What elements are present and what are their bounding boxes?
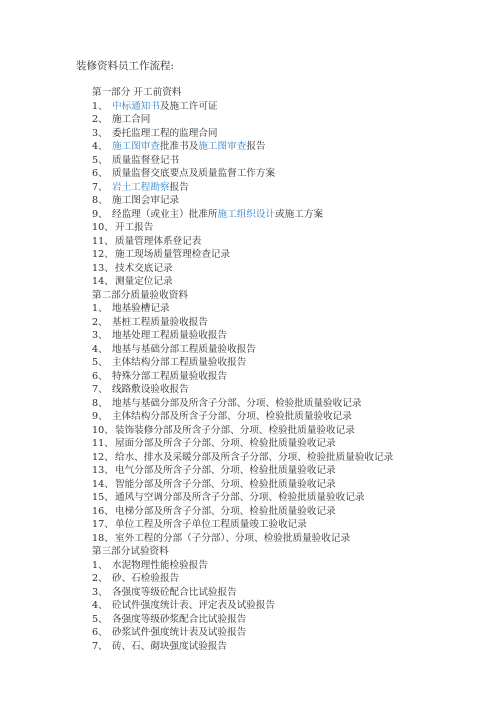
list-item-text-segment: 水泥物理性能检验报告 — [112, 559, 208, 571]
list-item-text — [115, 491, 364, 505]
list-item-text-segment: 报告 — [246, 141, 266, 152]
list-item-number: 11、 — [92, 235, 114, 247]
list-item-number: 12、 — [92, 249, 114, 260]
list-item-text-segment: 施工现场质量管理检查记录 — [115, 249, 231, 260]
list-item-text-segment: 屋面分部及所含子分部、分项、检验批质量验收记录 — [115, 438, 336, 449]
list-item-text-segment: 质量监督登记书 — [112, 154, 180, 166]
list-item-number: 5、 — [92, 154, 108, 166]
glossary-link[interactable]: 施工图审查 — [198, 141, 247, 152]
list-item-text-segment: 电梯分部及所含子分部、分项、检验批质量验收记录 — [115, 505, 336, 517]
list-item-text-segment: 主体结构分部工程质量验收报告 — [112, 357, 247, 368]
list-item-text-segment: 砖、石、砌块强度试验报告 — [112, 640, 228, 652]
document-title: 装修资料员工作流程: — [76, 60, 175, 72]
list-item-number: 10、 — [92, 222, 114, 233]
list-item — [92, 532, 492, 546]
list-item-number: 2、 — [92, 316, 108, 328]
list-item-text — [112, 329, 227, 343]
list-item-text — [112, 140, 266, 154]
list-item-number: 6、 — [92, 370, 108, 382]
glossary-link[interactable]: 中标通知书 — [112, 100, 160, 112]
list-item — [92, 383, 492, 397]
list-item-text — [115, 221, 153, 235]
list-item — [92, 316, 492, 330]
list-item-text — [112, 370, 227, 384]
list-item-number: 1、 — [92, 303, 108, 314]
list-item-text — [115, 532, 350, 546]
list-item-text-segment: 给水、排水及采暖分部及所含子分部、分项、检验批质量验收记录 — [115, 451, 394, 463]
list-item-text — [112, 154, 179, 168]
list-item-text — [115, 275, 173, 289]
list-item — [92, 235, 492, 249]
list-item — [92, 478, 492, 492]
list-item-number: 13、 — [92, 465, 114, 476]
list-item-text-segment: 地基与基础分部及所含子分部、分项、检验批质量验收记录 — [112, 397, 362, 409]
list-item-text — [112, 599, 275, 613]
list-item-text — [112, 640, 227, 654]
list-item-number: 15、 — [92, 492, 114, 503]
list-item-number: 17、 — [92, 519, 114, 530]
glossary-link[interactable]: 施工图审查 — [112, 141, 160, 152]
list-item-text-segment: 特殊分部工程质量验收报告 — [112, 370, 228, 382]
list-item-text — [112, 397, 361, 411]
list-item-number: 13、 — [92, 262, 114, 274]
list-item-text — [112, 302, 170, 316]
list-item-number: 6、 — [92, 627, 108, 638]
list-item-number: 1、 — [92, 559, 108, 571]
list-item-text-segment: 主体结构分部及所含子分部、分项、检验批质量验收记录 — [112, 411, 352, 422]
list-item-number: 1、 — [92, 100, 108, 112]
list-item-number: 4、 — [92, 141, 108, 152]
list-item — [92, 181, 492, 195]
list-item-text — [112, 100, 218, 114]
list-item-number: 18、 — [92, 532, 114, 544]
glossary-link[interactable]: 岩土工程勘察 — [112, 181, 170, 193]
list-item-text-segment: 测量定位记录 — [115, 276, 173, 287]
list-item-text-segment: 及施工许可证 — [159, 100, 218, 112]
list-item-text — [115, 464, 336, 478]
list-item-text-segment: 各强度等级砼配合比试验报告 — [112, 586, 237, 598]
list-item — [92, 100, 492, 114]
list-item — [92, 613, 492, 627]
list-item — [92, 343, 492, 357]
list-item-text-segment: 施工图会审记录 — [112, 195, 180, 206]
list-item-text-segment: 批准书及 — [159, 141, 199, 152]
list-item-text — [112, 572, 179, 586]
list-item-text-segment: 各强度等级砂浆配合比试验报告 — [112, 613, 247, 625]
list-item-text — [115, 437, 336, 451]
list-item-text-segment: 通风与空调分部及所含子分部、分项、检验批质量验收记录 — [115, 492, 365, 503]
list-item-text-segment: 室外工程的分部（子分部）、分项、检验批质量验收记录 — [115, 532, 351, 544]
list-item-text — [112, 410, 352, 424]
list-item-text — [112, 127, 218, 141]
list-item — [92, 275, 492, 289]
list-item-text — [112, 383, 189, 397]
list-item-number: 3、 — [92, 330, 108, 341]
list-item-number: 4、 — [92, 343, 108, 355]
list-item — [92, 370, 492, 384]
list-item-text — [115, 235, 201, 249]
list-item-text — [112, 194, 179, 208]
list-item — [92, 424, 492, 438]
section-heading: 第一部分 开工前资料 — [92, 87, 182, 98]
list-item-text — [115, 424, 355, 438]
list-item-text — [112, 586, 237, 600]
list-item — [92, 154, 492, 168]
list-item-text-segment: 或施工方案 — [275, 208, 324, 220]
list-item-text-segment: 电气分部及所含子分部、分项、检验批质量验收记录 — [115, 465, 336, 476]
list-item-number: 5、 — [92, 357, 108, 368]
list-item-text-segment: 基桩工程质量验收报告 — [112, 316, 208, 328]
list-item-text — [115, 518, 307, 532]
list-item — [92, 248, 492, 262]
list-item-text — [115, 505, 336, 519]
list-item-text-segment: 智能分部及所含子分部、分项、检验批质量验收记录 — [115, 478, 336, 490]
document-body — [92, 86, 492, 653]
list-item-number: 14、 — [92, 276, 114, 287]
list-item — [92, 464, 492, 478]
list-item-text — [112, 626, 246, 640]
list-item-text — [112, 356, 246, 370]
list-item — [92, 640, 492, 654]
list-item-number: 7、 — [92, 640, 108, 652]
list-item-text-segment: 施工合同 — [112, 114, 151, 125]
list-item — [92, 491, 492, 505]
list-item-text-segment: 技术交底记录 — [115, 262, 173, 274]
list-item-text-segment: 砂、石检验报告 — [112, 573, 180, 584]
list-item-text-segment: 地基处理工程质量验收报告 — [112, 330, 228, 341]
list-item-text-segment: 地基验槽记录 — [112, 303, 170, 314]
list-item-number: 14、 — [92, 478, 114, 490]
list-item-text-segment: 单位工程及所含子单位工程质量竣工验收记录 — [115, 519, 307, 530]
list-item-number: 7、 — [92, 384, 108, 395]
list-item-text — [115, 248, 230, 262]
list-item-text — [115, 478, 336, 492]
list-item-text-segment: 报告 — [169, 181, 189, 193]
list-item-text — [112, 113, 150, 127]
list-item-number: 2、 — [92, 114, 108, 125]
section-heading: 第二部分质量验收资料 — [92, 289, 188, 301]
list-item-number: 3、 — [92, 586, 108, 598]
list-item-number: 8、 — [92, 195, 108, 206]
list-item-text — [112, 167, 275, 181]
list-item-text — [112, 316, 208, 330]
list-item — [92, 586, 492, 600]
list-item — [92, 208, 492, 222]
list-item — [92, 127, 492, 141]
list-item — [92, 451, 492, 465]
list-item-text-segment: 委托监理工程的监理合同 — [112, 127, 218, 139]
list-item-number: 9、 — [92, 208, 108, 220]
list-item-number: 16、 — [92, 505, 114, 517]
list-item-text-segment: 质量管理体系登记表 — [115, 235, 202, 247]
list-item-text — [112, 208, 323, 222]
list-item-text-segment: 线路敷设验收报告 — [112, 384, 189, 395]
list-item — [92, 167, 492, 181]
list-item-number: 11、 — [92, 438, 114, 449]
list-item-text-segment: 开工报告 — [115, 222, 154, 233]
list-item — [92, 221, 492, 235]
list-item-number: 10、 — [92, 424, 114, 436]
list-item-text — [112, 181, 189, 195]
list-item-text — [115, 262, 173, 276]
list-item — [92, 599, 492, 613]
list-item-number: 7、 — [92, 181, 108, 193]
list-item-text-segment: 经监理（或业主）批准所 — [112, 208, 218, 220]
list-item-text — [112, 343, 256, 357]
list-item — [92, 572, 492, 586]
list-item-number: 12、 — [92, 451, 114, 463]
list-item-text — [112, 613, 246, 627]
list-item-number: 9、 — [92, 411, 108, 422]
list-item — [92, 410, 492, 424]
list-item — [92, 113, 492, 127]
list-item — [92, 397, 492, 411]
list-item-text-segment: 装饰装修分部及所含子分部、分项、检验批质量验收记录 — [115, 424, 355, 436]
list-item-text-segment: 质量监督交底要点及质量监督工作方案 — [112, 168, 276, 179]
list-item — [92, 194, 492, 208]
list-item — [92, 518, 492, 532]
section-heading: 第三部分试验资料 — [92, 546, 169, 557]
list-item — [92, 356, 492, 370]
list-item-number: 4、 — [92, 600, 108, 611]
list-item-number: 8、 — [92, 397, 108, 409]
list-item-number: 5、 — [92, 613, 108, 625]
list-item — [92, 505, 492, 519]
list-item — [92, 302, 492, 316]
list-item-text-segment: 砼试件强度统计表、评定表及试验报告 — [112, 600, 276, 611]
list-item-text-segment: 砂浆试件强度统计表及试验报告 — [112, 627, 247, 638]
list-item-text — [115, 451, 393, 465]
list-item — [92, 437, 492, 451]
list-item-number: 6、 — [92, 168, 108, 179]
list-item-text-segment: 地基与基础分部工程质量验收报告 — [112, 343, 256, 355]
list-item — [92, 626, 492, 640]
glossary-link[interactable]: 施工组织设计 — [217, 208, 276, 220]
list-item-number: 2、 — [92, 573, 108, 584]
list-item-text — [112, 559, 208, 573]
list-item-number: 3、 — [92, 127, 108, 139]
list-item — [92, 140, 492, 154]
list-item — [92, 262, 492, 276]
list-item — [92, 559, 492, 573]
list-item — [92, 329, 492, 343]
